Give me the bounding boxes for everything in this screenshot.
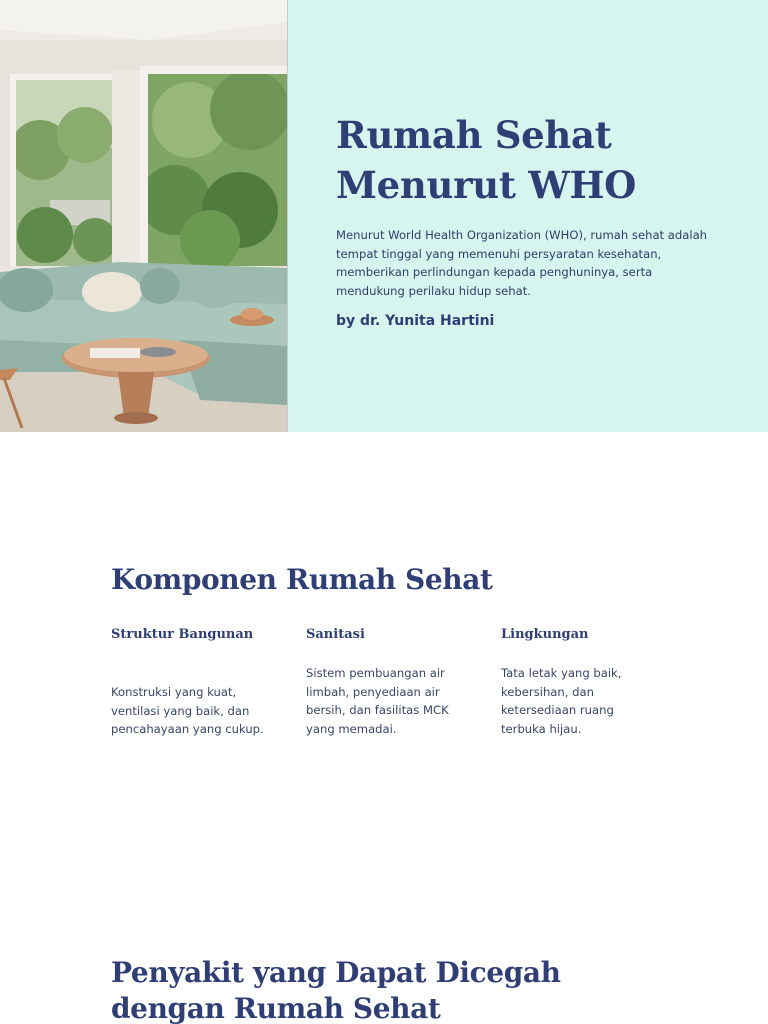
component-card-environment bbox=[501, 626, 661, 738]
author-byline: by dr. Yunita Hartini bbox=[336, 313, 495, 329]
page-title: Rumah Sehat Menurut WHO bbox=[336, 113, 637, 207]
component-card-structure bbox=[111, 626, 271, 739]
components-section-title: Komponen Rumah Sehat bbox=[111, 563, 493, 596]
component-body: Tata letak yang baik, kebersihan, dan ketersediaan ruang terbuka hijau. bbox=[501, 666, 622, 736]
hero-description: Menurut World Health Organization (WHO), rumah sehat adalah tempat tinggal yang memenuhi persyaratan kesehatan, memberikan perlindungan kepada penghuninya, serta mendukung perilaku hidup sehat. bbox=[336, 228, 708, 298]
component-body: Sistem pembuangan air limbah, penyediaan air bersih, dan fasilitas MCK yang memadai. bbox=[306, 666, 449, 736]
hero-panel bbox=[288, 0, 768, 432]
living-room-image bbox=[0, 0, 288, 432]
diseases-section-title: Penyakit yang Dapat Dicegah dengan Rumah Sehat bbox=[111, 956, 561, 1024]
component-heading: Sanitasi bbox=[306, 627, 365, 642]
component-heading: Struktur Bangunan bbox=[111, 627, 254, 642]
component-card-sanitation bbox=[306, 626, 466, 738]
component-heading: Lingkungan bbox=[501, 627, 589, 642]
hero-section bbox=[0, 0, 768, 432]
component-body: Konstruksi yang kuat, ventilasi yang baik, dan pencahayaan yang cukup. bbox=[111, 685, 264, 737]
